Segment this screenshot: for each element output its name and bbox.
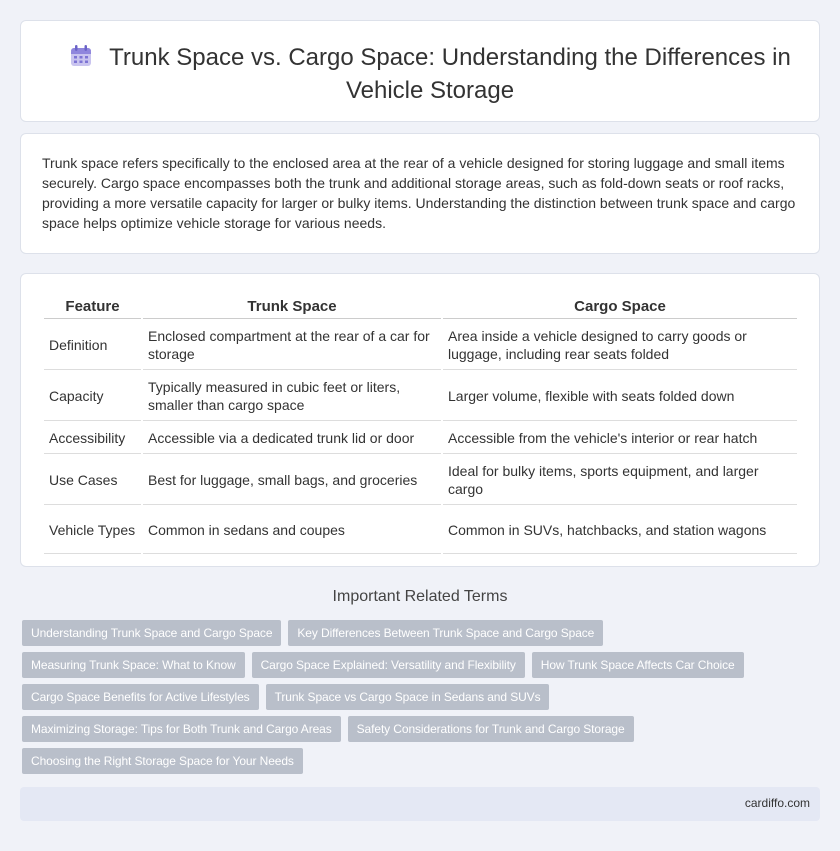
feature-cell: Capacity [44,372,141,421]
trunk-cell: Accessible via a dedicated trunk lid or door [143,423,441,454]
feature-cell: Accessibility [44,423,141,454]
related-term-tag[interactable]: Understanding Trunk Space and Cargo Space [22,620,281,646]
related-term-tag[interactable]: Measuring Trunk Space: What to Know [22,652,245,678]
cargo-cell: Larger volume, flexible with seats folded down [443,372,797,421]
header-feature: Feature [44,294,141,319]
related-term-tag[interactable]: Trunk Space vs Cargo Space in Sedans and SUVs [266,684,550,710]
feature-cell: Use Cases [44,456,141,505]
related-term-tag[interactable]: Choosing the Right Storage Space for Your Needs [22,748,303,774]
table-row [44,507,797,554]
table-header-row [44,294,797,319]
table-row [44,423,797,454]
cargo-cell: Ideal for bulky items, sports equipment, and larger cargo [443,456,797,505]
header-trunk-space: Trunk Space [143,294,441,319]
trunk-cell: Common in sedans and coupes [143,507,441,554]
header-cargo-space: Cargo Space [443,294,797,319]
table-row [44,372,797,421]
related-terms-title: Important Related Terms [332,588,508,605]
summary-text: Trunk space refers specifically to the enclosed area at the rear of a vehicle designed for storing luggage and small items securely. Cargo space encompasses both the trunk and additional storage areas, such as fold-down seats or roof racks, providing a more versatile capacity for larger or bulky items. Understanding the distinction between trunk space and cargo space helps optimize vehicle storage for various needs. [42,155,796,231]
related-term-tag[interactable]: Cargo Space Explained: Versatility and Flexibility [252,652,525,678]
related-term-tag[interactable]: Cargo Space Benefits for Active Lifestyles [22,684,259,710]
table-row [44,321,797,370]
footer [20,787,820,821]
page-title: Trunk Space vs. Cargo Space: Understanding the Differences in Vehicle Storage [109,44,791,104]
related-term-tag[interactable]: Key Differences Between Trunk Space and Cargo Space [288,620,603,646]
table-row [44,456,797,505]
trunk-cell: Enclosed compartment at the rear of a car for storage [143,321,441,370]
cargo-cell: Common in SUVs, hatchbacks, and station wagons [443,507,797,554]
calendar-icon [69,44,93,76]
feature-cell: Definition [44,321,141,370]
comparison-table-card [20,273,820,567]
header-card [20,20,820,122]
related-term-tag[interactable]: Safety Considerations for Trunk and Cargo Storage [348,716,634,742]
comparison-table [42,292,799,556]
trunk-cell: Best for luggage, small bags, and groceries [143,456,441,505]
trunk-cell: Typically measured in cubic feet or liters, smaller than cargo space [143,372,441,421]
footer-site-link[interactable]: cardiffo.com [744,796,810,810]
related-term-tag[interactable]: Maximizing Storage: Tips for Both Trunk and Cargo Areas [22,716,341,742]
feature-cell: Vehicle Types [44,507,141,554]
summary-card [20,133,820,254]
related-term-tag[interactable]: How Trunk Space Affects Car Choice [532,652,744,678]
page-title-container [61,43,799,106]
cargo-cell: Area inside a vehicle designed to carry goods or luggage, including rear seats folded [443,321,797,370]
cargo-cell: Accessible from the vehicle's interior or rear hatch [443,423,797,454]
related-terms-list [22,620,822,780]
